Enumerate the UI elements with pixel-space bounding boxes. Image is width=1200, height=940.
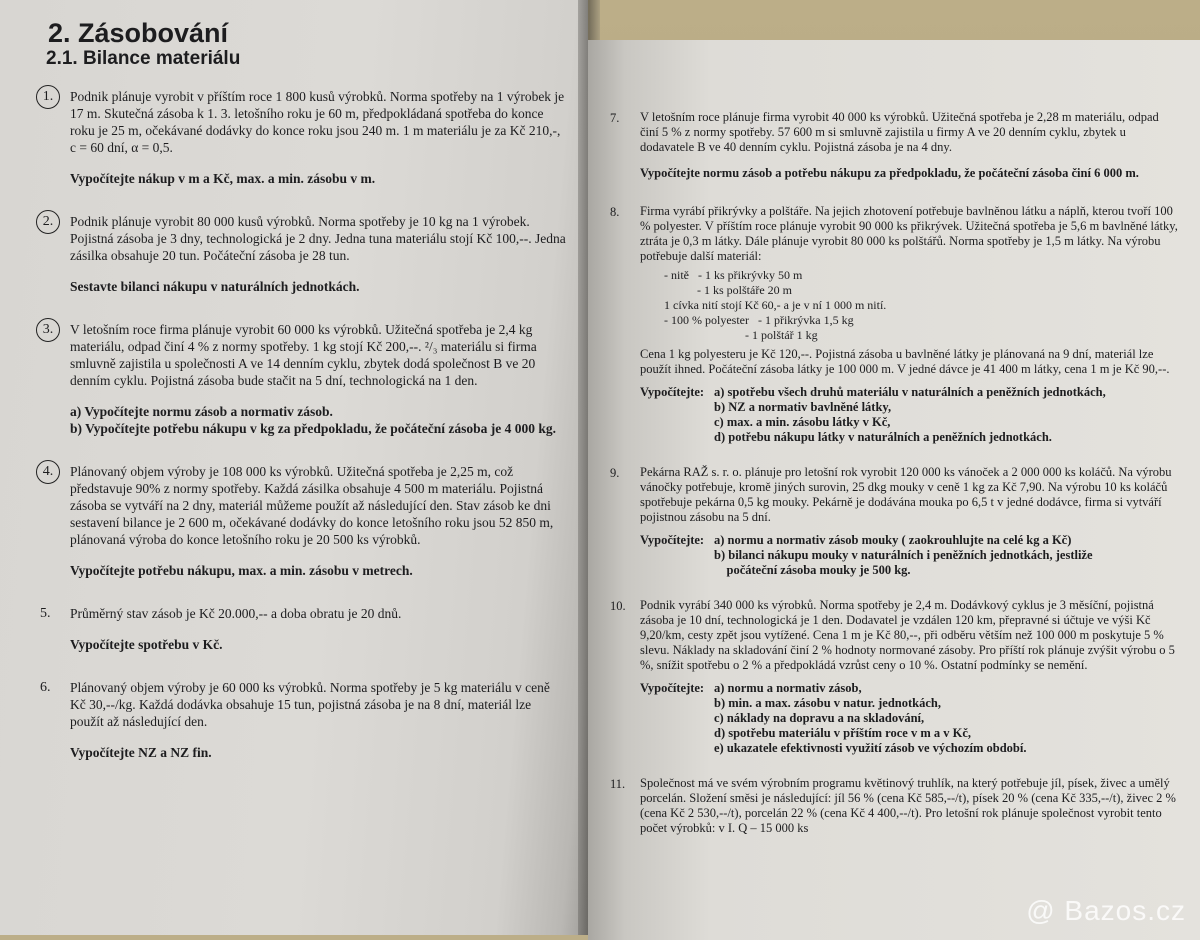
- exercise-5: [40, 605, 566, 671]
- task-block: [640, 533, 1178, 578]
- task-item: e) ukazatele efektivnosti využití zásob ve výchozím období.: [714, 741, 1027, 755]
- exercise-number: 2.: [40, 213, 70, 313]
- exercise-10: [610, 598, 1178, 768]
- exercise-text-2: Cena 1 kg polyesteru je Kč 120,--. Pojistná zásoba u bavlněné látky je plánovaná na 9 dní, materiál lze použít ihned. Počáteční zásoba látky je 100 000 m. V jedné dávce je 41 400 m látky, cena 1 m je Kč 90,--.: [640, 347, 1170, 376]
- exercise-1: [40, 88, 566, 205]
- task-item: c) náklady na dopravu a na skladování,: [714, 711, 925, 725]
- exercise-11: [610, 776, 1178, 836]
- exercise-text: V letošním roce plánuje firma vyrobit 40 000 ks výrobků. Užitečná spotřeba je 2,28 m materiálu, odpad činí 5 % z normy spotřeby. 57 600 m si smluvně zajistila u firmy A ve 20 denním cyklu, zbytek u dodavatele B ve 40 denním cyklu. Pojistná zásoba je na 4 dny.: [640, 110, 1159, 154]
- exercise-text: Podnik plánuje vyrobit v příštím roce 1 800 kusů výrobků. Norma spotřeby na 1 výrobek je 17 m. Skutečná zásoba k 1. 3. letošního roku je 60 m, předpokládaná spotřeba do konce roku je 25 m, očekávané dodávky do konce roku jsou 240 m. 1 m materiálu je za Kč 210,-, c = 60 dní, α = 0,5.: [70, 89, 565, 155]
- task-item: b) min. a max. zásobu v natur. jednotkách,: [714, 696, 942, 710]
- exercise-text: Podnik plánuje vyrobit 80 000 kusů výrobků. Norma spotřeby je 10 kg na 1 výrobek. Pojistná zásoba je 3 dny, technologická je 2 dny. Jedna tuna materiálu stojí Kč 100,--. Jedna zásilka obsahuje 20 tun. Počáteční zásoba je 28 tun.: [70, 214, 566, 263]
- exercise-task: Sestavte bilanci nákupu v naturálních jednotkách.: [70, 279, 360, 294]
- exercise-task: Vypočítejte spotřebu v Kč.: [70, 637, 223, 652]
- exercise-8: [610, 204, 1178, 457]
- section-title: 2.1. Bilance materiálu: [46, 48, 241, 69]
- right-page: [588, 40, 1200, 940]
- exercise-9: [610, 465, 1178, 590]
- exercise-number: 7.: [610, 111, 620, 125]
- material-list: [640, 268, 1178, 343]
- exercise-number: 3.: [40, 321, 70, 455]
- task-item: c) max. a min. zásobu látky v Kč,: [714, 415, 891, 429]
- exercise-number: 5.: [40, 606, 51, 621]
- list-item: 1 cívka nití stojí Kč 60,- a je v ní 1 000 m nití.: [664, 298, 887, 312]
- exercise-text: Plánovaný objem výroby je 108 000 ks výrobků. Užitečná spotřeba je 2,25 m, což představuje 90% z normy spotřeby. Každá zásilka obsahuje 4 500 m materiálu. Pojistná zásoba se vytváří na 2 dny, materiál můžeme použít až následující den. Stav zásob ke dni sestavení bilance je 2 600 m, očekávané dodávky do konce letošního roku jsou 52 850 m, plánovaná výroba do konce letošního roku je 20 500 ks výrobků.: [70, 464, 554, 547]
- exercise-number: 6.: [40, 680, 51, 695]
- exercise-number: 10.: [610, 599, 626, 613]
- exercise-task: Vypočítejte NZ a NZ fin.: [70, 745, 212, 760]
- exercise-text: Společnost má ve svém výrobním programu květinový truhlík, na který potřebuje jíl, písek, živec a umělý porcelán. Složení směsi je následující: jíl 56 % (cena Kč 585,--/t), písek 20 % (cena Kč 335,--/t), živec 2 % (cena Kč 2 530,--/t), porcelán 22 % (cena Kč 4 400,--/t). Pro letošní rok plánuje společnost vyrobit tento počet výrobků: v I. Q – 15 000 ks: [640, 776, 1176, 835]
- task-item: a) normu a normativ zásob,: [714, 681, 862, 695]
- task-item: a) spotřebu všech druhů materiálu v naturálních a peněžních jednotkách,: [714, 385, 1106, 399]
- exercise-number: 8.: [610, 205, 620, 219]
- exercise-text: Plánovaný objem výroby je 60 000 ks výrobků. Norma spotřeby je 5 kg materiálu v ceně Kč 30,--/kg. Každá dodávka obsahuje 15 tun, pojistná zásoba je na 8 dní, materiál lze použít až následující den.: [70, 680, 550, 729]
- task-label: Vypočítejte:: [640, 385, 705, 399]
- exercise-text: Pekárna RAŽ s. r. o. plánuje pro letošní rok vyrobit 120 000 ks vánoček a 2 000 000 ks koláčů. Na výrobu vánočky potřebuje, kromě jiných surovin, 25 dkg mouky v ceně 1 kg za Kč 7,90. Na výrobu 10 ks koláčů spotřebuje pekárna 0,5 kg mouky. Pekárně je dodávána mouka po 6,5 t v jedné dodávce, firma si vytváří pojistnou zásobu na 5 dní.: [640, 465, 1172, 524]
- task-block: [640, 681, 1178, 756]
- exercise-number: 4.: [40, 463, 70, 597]
- exercise-task: Vypočítejte nákup v m a Kč, max. a min. zásobu v m.: [70, 171, 376, 186]
- exercise-7: [610, 110, 1178, 196]
- exercise-6: [40, 679, 566, 779]
- task-item: a) normu a normativ zásob mouky ( zaokrouhlujte na celé kg a Kč): [714, 533, 1072, 547]
- exercise-text: Firma vyrábí přikrývky a polštáře. Na jejich zhotovení potřebuje bavlněnou látku a náplň, kterou tvoří 100 % polyester. V příštím roce plánuje vyrobit 90 000 ks přikrývek. Užitečná spotřeba je 5,6 m bavlněné látky, ztráta je 0,3 m látky. Dále plánuje vyrobit 80 000 ks polštářů. Norma spotřeby je 1,5 m látky. Na výrobu potřebuje další materiál:: [640, 204, 1178, 263]
- exercise-3: [40, 321, 566, 455]
- exercise-text: Průměrný stav zásob je Kč 20.000,-- a doba obratu je 20 dnů.: [70, 606, 402, 621]
- exercise-task-a: a) Vypočítejte normu zásob a normativ zásob.: [70, 404, 333, 419]
- list-item: - 100 % polyester - 1 přikrývka 1,5 kg: [664, 313, 854, 327]
- exercise-number: 9.: [610, 466, 620, 480]
- exercise-task: Vypočítejte potřebu nákupu, max. a min. zásobu v metrech.: [70, 563, 413, 578]
- left-page: [0, 0, 588, 935]
- list-item: - 1 polštář 1 kg: [664, 328, 818, 342]
- exercise-text: Podnik vyrábí 340 000 ks výrobků. Norma spotřeby je 2,4 m. Dodávkový cyklus je 3 měsíční, pojistná zásoba je 10 dní, technologická je 1 den. Dodavatel je vzdálen 120 km, přepravné si účtuje ve výši Kč 9,20/km, cesty zpět jsou vytížené. Cena 1 m je Kč 80,--, při odběru větším než 100 000 m poskytuje 5 % slevu. Náklady na skladování činí 2 % hodnoty normované zásoby. Pro příští rok plánuje zvýšit výrobu o 5 %, snížit spotřebu o 2 % a předpokládá vzrůst ceny o 10 %. Ostatní podmínky se nemění.: [640, 598, 1175, 672]
- task-item: b) bilanci nákupu mouky v naturálních i peněžních jednotkách, jestliže: [714, 548, 1093, 562]
- chapter-title: 2. Zásobování: [48, 18, 229, 48]
- task-item: počáteční zásoba mouky je 500 kg.: [714, 563, 911, 577]
- task-item: b) NZ a normativ bavlněné látky,: [714, 400, 892, 414]
- exercise-task-b: b) Vypočítejte potřebu nákupu v kg za předpokladu, že počáteční zásoba je 4 000 kg.: [70, 421, 557, 436]
- exercise-2: [40, 213, 566, 313]
- watermark: @ Bazos.cz: [1026, 895, 1186, 926]
- exercise-4: [40, 463, 566, 597]
- list-item: - nitě - 1 ks přikrývky 50 m: [664, 268, 803, 282]
- task-item: d) potřebu nákupu látky v naturálních a peněžních jednotkách.: [714, 430, 1052, 444]
- exercise-number: 1.: [40, 88, 70, 205]
- task-item: d) spotřebu materiálu v příštím roce v m a v Kč,: [714, 726, 972, 740]
- task-label: Vypočítejte:: [640, 681, 705, 695]
- exercise-text: V letošním roce firma plánuje vyrobit 60 000 ks výrobků. Užitečná spotřeba je 2,4 kg materiálu, odpad činí 4 % z normy spotřeby. 1 kg stojí Kč 200,--. ²/₃ materiálu si firma smluvně zajistila u společnosti A ve 14 denním cyklu, zbytek dodá společnost B ve 20 denním cyklu. Pojistná zásoba bude stačit na 5 dní, technologická na 1 den.: [70, 322, 537, 388]
- list-item: - 1 ks polštáře 20 m: [664, 283, 792, 297]
- exercise-task: Vypočítejte normu zásob a potřebu nákupu za předpokladu, že počáteční zásoba činí 6 000 m.: [640, 166, 1139, 180]
- exercise-number: 11.: [610, 777, 626, 791]
- task-block: [640, 385, 1178, 445]
- task-label: Vypočítejte:: [640, 533, 705, 547]
